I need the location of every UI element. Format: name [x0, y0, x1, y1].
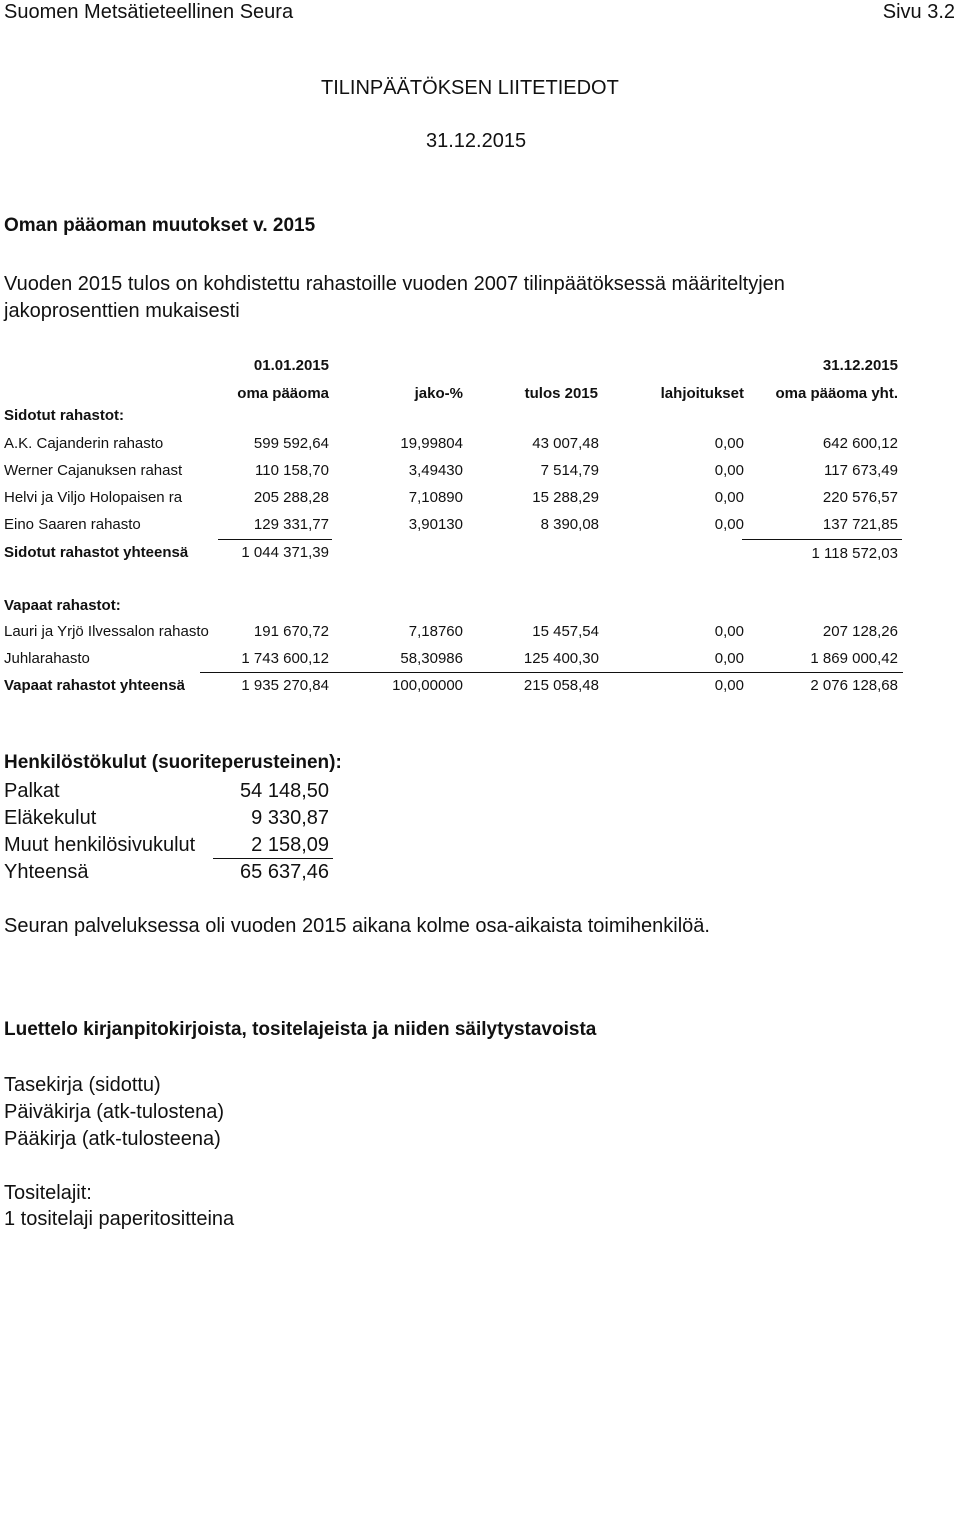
col-result: tulos 2015	[524, 385, 598, 402]
subtotal-rule	[200, 672, 903, 673]
fund-share: 7,10890	[408, 489, 463, 506]
free-total-closing: 2 076 128,68	[810, 677, 898, 694]
restricted-total-label: Sidotut rahastot yhteensä	[4, 544, 189, 561]
fund-closing: 642 600,12	[822, 435, 898, 452]
fund-opening: 110 158,70	[255, 462, 329, 479]
fund-name: Juhlarahasto	[4, 650, 90, 667]
personnel-value: 65 637,46	[240, 861, 329, 883]
personnel-label: Muut henkilösivukulut	[4, 834, 196, 856]
voucher-item: 1 tositelaji paperitositteina	[4, 1208, 235, 1230]
fund-opening: 129 331,77	[253, 516, 329, 533]
fund-donations: 0,00	[714, 489, 744, 506]
fund-name: Lauri ja Yrjö Ilvessalon rahasto	[4, 623, 209, 640]
document-title: TILINPÄÄTÖKSEN LIITETIEDOT	[321, 77, 619, 99]
fund-closing: 207 128,26	[822, 623, 898, 640]
document-date: 31.12.2015	[426, 130, 527, 152]
fund-donations: 0,00	[714, 462, 744, 479]
fund-result: 7 514,79	[540, 462, 599, 479]
free-total-label: Vapaat rahastot yhteensä	[4, 677, 185, 694]
fund-donations: 0,00	[714, 650, 744, 667]
ledgers-heading: Luettelo kirjanpitokirjoista, tositelajeista ja niiden säilytystavoista	[4, 1019, 597, 1040]
fund-closing: 137 721,85	[822, 516, 898, 533]
fund-opening: 191 670,72	[253, 623, 329, 640]
col-share: jako-%	[414, 385, 463, 402]
equity-intro-line1: Vuoden 2015 tulos on kohdistettu rahastoille vuoden 2007 tilinpäätöksessä määriteltyjen	[4, 273, 785, 295]
personnel-value: 54 148,50	[240, 780, 329, 802]
fund-result: 15 457,54	[532, 623, 599, 640]
personnel-value: 2 158,09	[251, 834, 329, 856]
equity-heading: Oman pääoman muutokset v. 2015	[4, 215, 316, 236]
fund-name: Helvi ja Viljo Holopaisen ra	[4, 489, 183, 506]
col-closing-label: oma pääoma yht.	[775, 385, 898, 402]
free-total-opening: 1 935 270,84	[241, 677, 329, 694]
personnel-value: 9 330,87	[251, 807, 329, 829]
fund-name: Werner Cajanuksen rahast	[4, 462, 183, 479]
fund-result: 125 400,30	[523, 650, 599, 667]
ledger-item: Päiväkirja (atk-tulostena)	[4, 1101, 225, 1123]
fund-closing: 220 576,57	[822, 489, 898, 506]
personnel-label: Yhteensä	[4, 861, 89, 883]
free-total-donations: 0,00	[714, 677, 744, 694]
col-closing-date: 31.12.2015	[822, 357, 898, 374]
restricted-total-opening: 1 044 371,39	[241, 544, 329, 561]
fund-share: 7,18760	[408, 623, 463, 640]
ledger-item: Pääkirja (atk-tulosteena)	[4, 1128, 221, 1150]
fund-closing: 1 869 000,42	[810, 650, 898, 667]
restricted-total-closing: 1 118 572,03	[811, 545, 898, 562]
fund-donations: 0,00	[714, 516, 744, 533]
restricted-funds-heading: Sidotut rahastot:	[4, 407, 124, 424]
fund-share: 3,49430	[408, 462, 463, 479]
equity-intro-line2: jakoprosenttien mukaisesti	[4, 300, 240, 322]
subtotal-rule	[218, 539, 332, 540]
fund-result: 8 390,08	[540, 516, 599, 533]
subtotal-rule	[213, 858, 333, 859]
personnel-note: Seuran palveluksessa oli vuoden 2015 aikana kolme osa-aikaista toimihenkilöä.	[4, 915, 710, 937]
page-number: Sivu 3.2	[882, 1, 955, 23]
fund-opening: 205 288,28	[253, 489, 329, 506]
personnel-label: Palkat	[4, 780, 60, 802]
organization-name: Suomen Metsätieteellinen Seura	[4, 1, 294, 23]
col-opening-date: 01.01.2015	[253, 357, 329, 374]
ledger-item: Tasekirja (sidottu)	[4, 1074, 161, 1096]
fund-name: A.K. Cajanderin rahasto	[4, 435, 164, 452]
fund-donations: 0,00	[714, 623, 744, 640]
fund-donations: 0,00	[714, 435, 744, 452]
fund-share: 19,99804	[400, 435, 463, 452]
subtotal-rule	[742, 539, 902, 540]
fund-opening: 1 743 600,12	[241, 650, 329, 667]
free-total-result: 215 058,48	[523, 677, 599, 694]
col-opening-label: oma pääoma	[237, 385, 329, 402]
fund-share: 3,90130	[408, 516, 463, 533]
fund-opening: 599 592,64	[253, 435, 329, 452]
voucher-heading: Tositelajit:	[4, 1182, 92, 1204]
fund-result: 43 007,48	[532, 435, 599, 452]
free-total-share: 100,00000	[392, 677, 463, 694]
personnel-label: Eläkekulut	[4, 807, 97, 829]
personnel-heading: Henkilöstökulut (suoriteperusteinen):	[4, 752, 342, 773]
fund-result: 15 288,29	[532, 489, 599, 506]
fund-share: 58,30986	[400, 650, 463, 667]
free-funds-heading: Vapaat rahastot:	[4, 597, 121, 614]
col-donations: lahjoitukset	[660, 385, 744, 402]
fund-closing: 117 673,49	[824, 462, 898, 479]
fund-name: Eino Saaren rahasto	[4, 516, 141, 533]
